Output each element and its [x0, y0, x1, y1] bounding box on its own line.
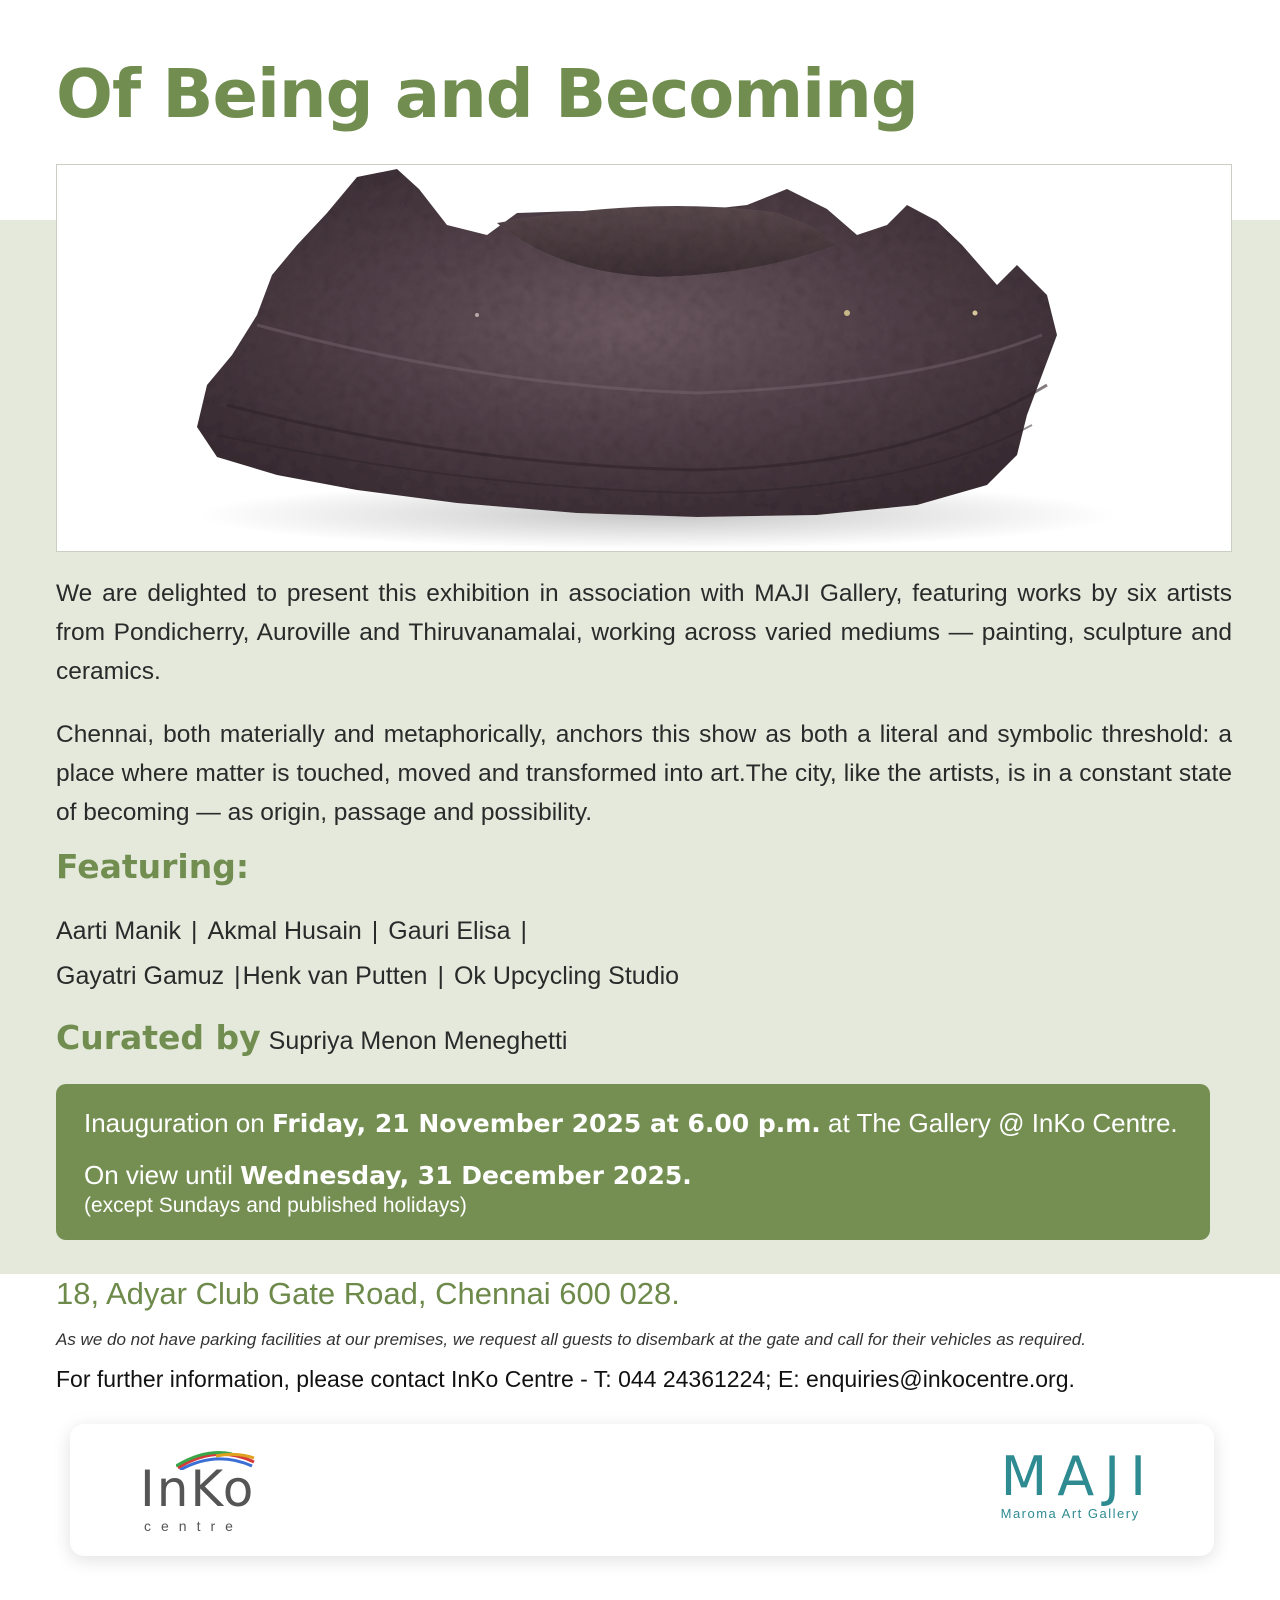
artist-separator: | — [234, 962, 241, 990]
artist-separator: | — [371, 917, 379, 945]
artists-line-1 — [56, 917, 537, 946]
closure-note: (except Sundays and published holidays) — [84, 1194, 467, 1217]
inauguration-date: Friday, 21 November 2025 at 6.00 p.m. — [271, 1109, 821, 1138]
artist-name: Gayatri Gamuz — [56, 962, 225, 990]
intro-paragraph-1: We are delighted to present this exhibition in association with MAJI Gallery, featuring works by six artists from Pondicherry, Auroville and Thiruvanamalai, working across varied mediums — painting, sculpture and ceramics. — [56, 580, 1232, 685]
intro-paragraph-2: Chennai, both materially and metaphorically, anchors this show as both a literal and symbolic threshold: a place where matter is touched, moved and transformed into art.The city, like the artists, is in a constant state of becoming — as origin, passage and possibility. — [56, 721, 1232, 826]
inko-subtitle: centre — [144, 1518, 243, 1534]
inauguration-venue: at The Gallery @ InKo Centre. — [828, 1108, 1178, 1138]
sponsor-logos-card — [70, 1424, 1214, 1556]
maji-gallery-logo — [1000, 1445, 1156, 1521]
inauguration-line — [84, 1108, 1178, 1139]
contact-info: For further information, please contact InKo Centre - T: 044 24361224; E: enquiries@inkocentre.org. — [56, 1366, 1075, 1392]
on-view-line — [84, 1160, 692, 1191]
featuring-heading: Featuring: — [56, 847, 250, 886]
maji-subtitle: Maroma Art Gallery — [1000, 1506, 1140, 1521]
artists-line-2 — [56, 962, 679, 991]
inauguration-prefix: Inauguration on — [84, 1108, 265, 1138]
artist-name: Aarti Manik — [56, 917, 182, 945]
artist-name: Ok Upcycling Studio — [453, 962, 680, 990]
artist-separator: | — [520, 917, 528, 945]
venue-address: 18, Adyar Club Gate Road, Chennai 600 028. — [56, 1276, 680, 1311]
curator-name: Supriya Menon Meneghetti — [268, 1027, 568, 1055]
artist-name: Gauri Elisa — [388, 917, 511, 945]
artist-name: Akmal Husain — [207, 917, 362, 945]
page-title: Of Being and Becoming — [56, 55, 918, 133]
on-view-prefix: On view until — [84, 1160, 233, 1190]
parking-note: As we do not have parking facilities at our premises, we request all guests to disembark at the gate and call for their vehicles as required. — [56, 1330, 1086, 1349]
artist-separator: | — [437, 962, 444, 990]
hero-image — [56, 164, 1232, 552]
curated-label: Curated by — [56, 1018, 261, 1057]
artist-name: Henk van Putten — [242, 962, 428, 990]
event-details-box — [56, 1084, 1210, 1240]
ceramic-bowl-illustration — [57, 165, 1232, 552]
on-view-date: Wednesday, 31 December 2025. — [240, 1161, 692, 1190]
curated-by — [56, 1018, 567, 1057]
artist-separator: | — [191, 917, 198, 945]
inko-centre-logo — [140, 1446, 260, 1536]
maji-wordmark: MAJI — [1000, 1445, 1156, 1508]
inko-wordmark: InKo — [140, 1460, 256, 1518]
